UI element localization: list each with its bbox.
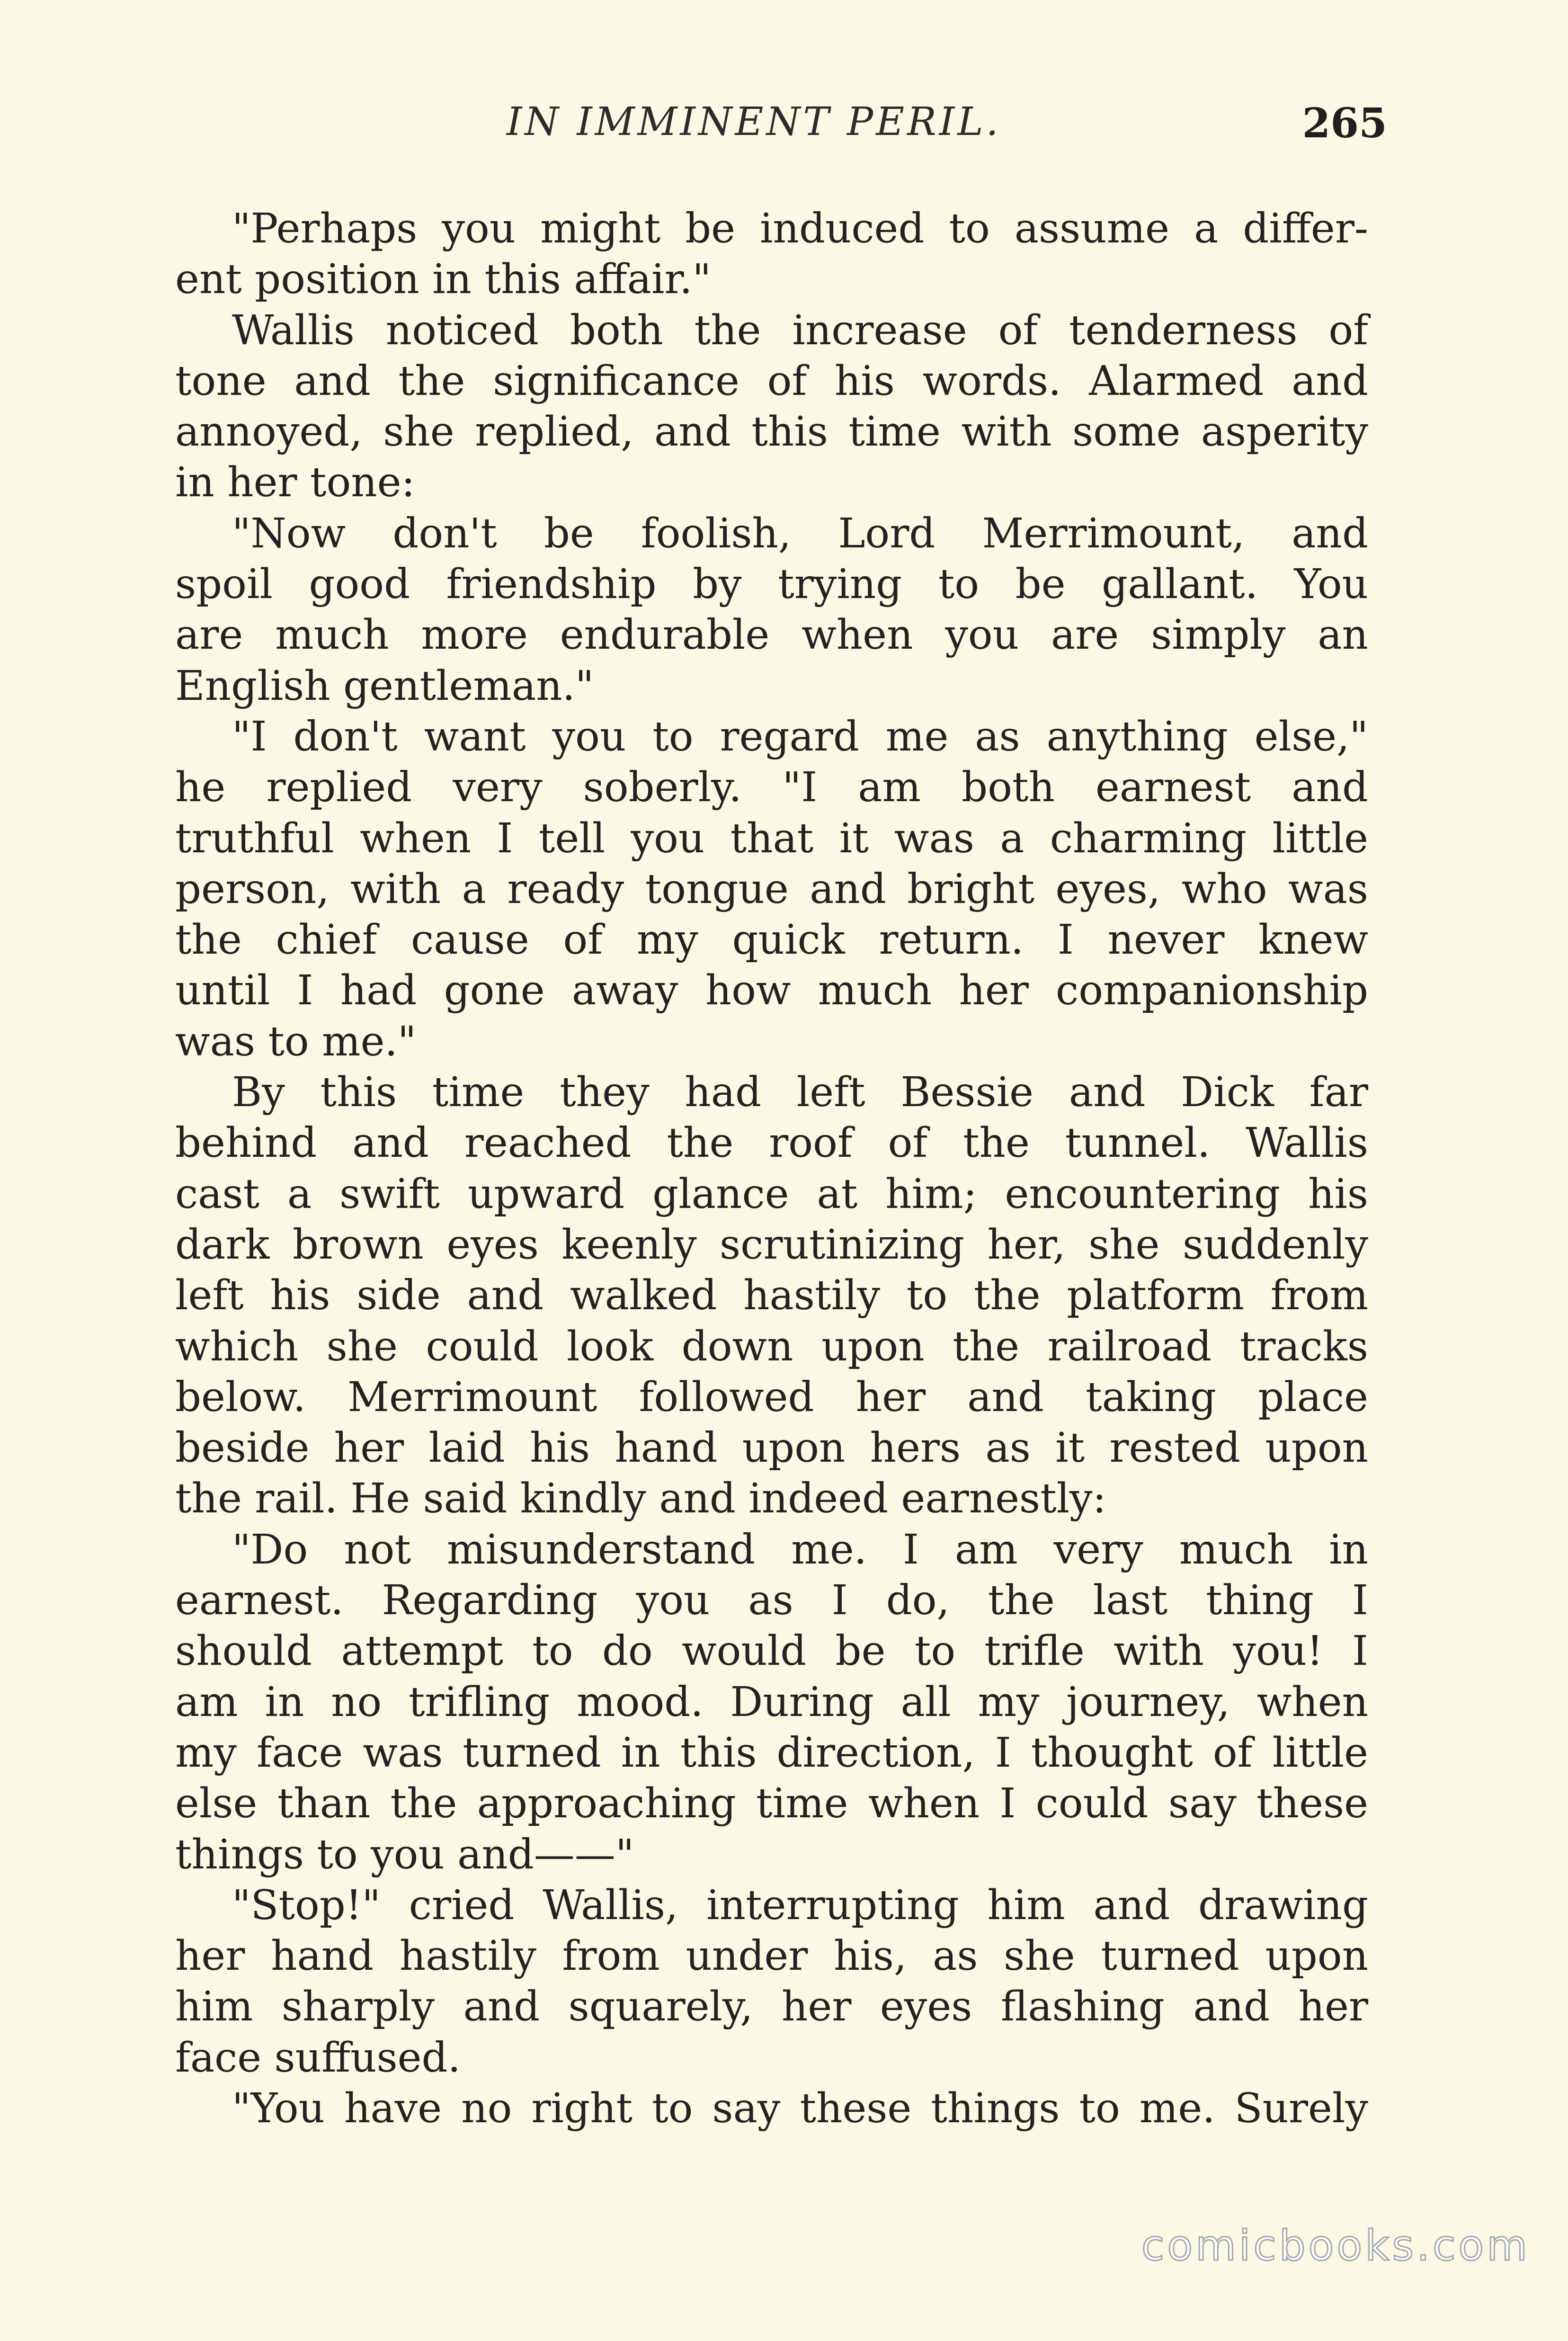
text-line: are much more endurable when you are simply an <box>175 611 1368 659</box>
text-line: beside her laid his hand upon hers as it rested upon <box>175 1424 1368 1472</box>
text-line: was to me." <box>175 1018 417 1065</box>
text-line: "Now don't be foolish, Lord Merrimount, and <box>232 509 1368 557</box>
text-line: "Do not misunderstand me. I am very much in <box>232 1526 1368 1573</box>
text-line: person, with a ready tongue and bright eyes, who was <box>175 865 1368 913</box>
text-line: earnest. Regarding you as I do, the last thing I <box>175 1577 1368 1625</box>
body-text <box>175 204 1368 2134</box>
text-line: left his side and walked hastily to the platform from <box>175 1272 1368 1320</box>
text-line: behind and reached the roof of the tunnel. Wallis <box>175 1119 1368 1167</box>
text-line: which she could look down upon the railroad tracks <box>175 1322 1368 1370</box>
text-line: cast a swift upward glance at him; encountering his <box>175 1170 1368 1218</box>
text-line: annoyed, she replied, and this time with some asperity <box>175 408 1368 456</box>
page-number: 265 <box>1302 99 1387 147</box>
running-title: IN IMMINENT PERIL. <box>507 99 1001 144</box>
text-line: below. Merrimount followed her and taking place <box>175 1373 1368 1421</box>
text-line: Wallis noticed both the increase of tenderness of <box>232 306 1368 354</box>
text-line: English gentleman." <box>175 662 594 710</box>
text-line: "You have no right to say these things to me. Surely <box>232 2084 1368 2132</box>
text-line: "Stop!" cried Wallis, interrupting him and drawing <box>232 1881 1368 1929</box>
text-line: "Perhaps you might be induced to assume a differ- <box>232 205 1368 252</box>
text-line: am in no trifling mood. During all my journey, when <box>175 1678 1368 1726</box>
text-line: my face was turned in this direction, I thought of little <box>175 1729 1368 1777</box>
text-line: dark brown eyes keenly scrutinizing her, she suddenly <box>175 1221 1368 1269</box>
text-line: until I had gone away how much her companionship <box>175 967 1368 1015</box>
text-line: should attempt to do would be to trifle with you! I <box>175 1627 1368 1675</box>
text-line: things to you and——" <box>175 1831 634 1878</box>
text-line: "I don't want you to regard me as anything else," <box>232 713 1368 760</box>
running-head <box>175 99 1387 170</box>
text-line: else than the approaching time when I could say these <box>175 1780 1368 1828</box>
text-line: face suffused. <box>175 2034 461 2082</box>
text-line: her hand hastily from under his, as she turned upon <box>175 1932 1368 1980</box>
text-line: the rail. He said kindly and indeed earnestly: <box>175 1475 1106 1523</box>
text-line: truthful when I tell you that it was a charming little <box>175 814 1368 862</box>
text-line: tone and the significance of his words. Alarmed and <box>175 357 1368 405</box>
text-line: he replied very soberly. "I am both earnest and <box>175 764 1368 812</box>
watermark: comicbooks.com <box>1141 2221 1530 2270</box>
text-line: in her tone: <box>175 459 415 507</box>
text-line: ent position in this affair." <box>175 256 712 304</box>
text-line: the chief cause of my quick return. I never knew <box>175 916 1368 964</box>
text-line: By this time they had left Bessie and Dick far <box>232 1069 1368 1117</box>
text-line: spoil good friendship by trying to be gallant. You <box>175 561 1368 608</box>
text-line: him sharply and squarely, her eyes flashing and her <box>175 1983 1368 2031</box>
